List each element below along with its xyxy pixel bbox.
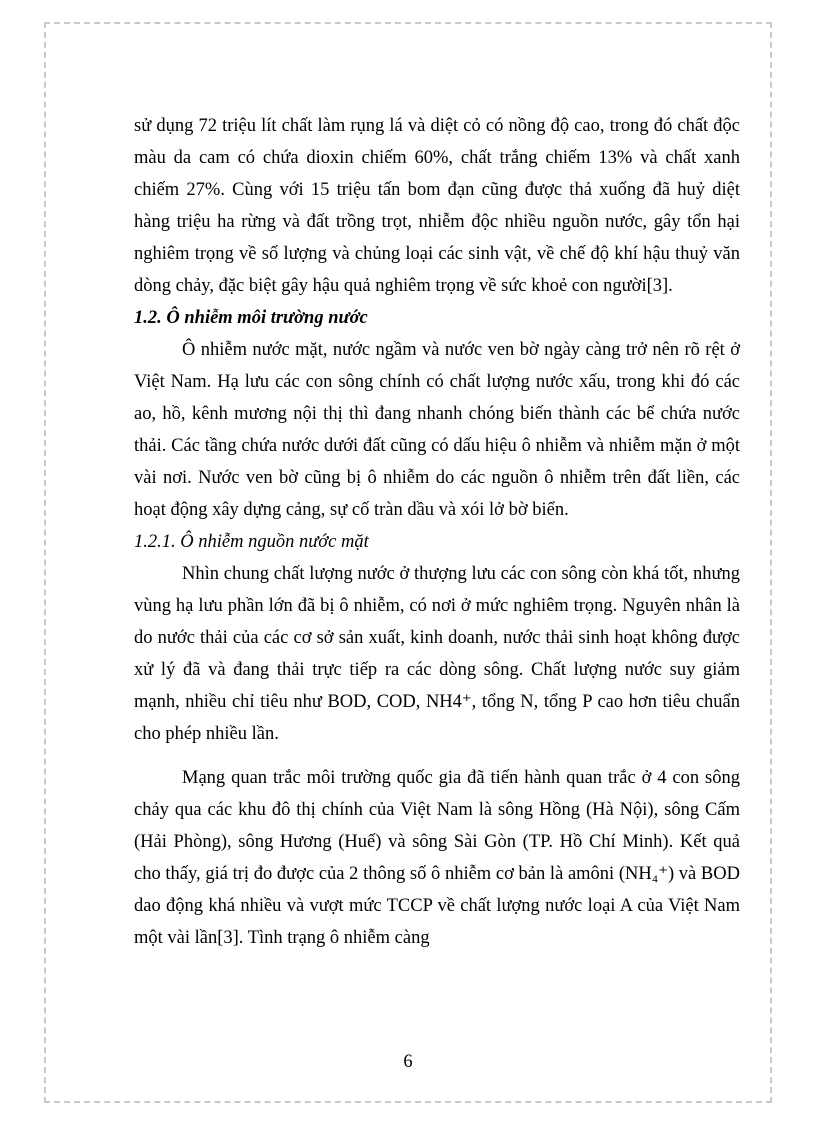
page-border-top [44,22,772,26]
subsection-paragraph-1: Nhìn chung chất lượng nước ở thượng lưu các con sông còn khá tốt, nhưng vùng hạ lưu phần lớn đã bị ô nhiễm, có nơi ở mức nghiêm trọng. Nguyên nhân là do nước thải của các cơ sở sản xuất, kinh doanh, nước thải sinh hoạt không được xử lý đã và đang thải trực tiếp ra các dòng sông. Chất lượng nước suy giảm mạnh, nhiều chỉ tiêu như BOD, COD, NH4⁺, tổng N, tổng P cao hơn tiêu chuẩn cho phép nhiều lần. [134,564,740,744]
paragraph-continued: sử dụng 72 triệu lít chất làm rụng lá và diệt cỏ có nồng độ cao, trong đó chất độc màu da cam có chứa dioxin chiếm 60%, chất trắng chiếm 13% và chất xanh chiếm 27%. Cùng với 15 triệu tấn bom đạn cũng được thả xuống đã huỷ diệt hàng triệu ha rừng và đất trồng trọt, nhiễm độc nhiều nguồn nước, gây tổn hại nghiêm trọng về số lượng và chủng loại các sinh vật, về chế độ khí hậu thuỷ văn dòng chảy, đặc biệt gây hậu quả nghiêm trọng về sức khoẻ con người[3]. [134,116,740,296]
page-border-right [768,22,772,1103]
section-paragraph: Ô nhiễm nước mặt, nước ngầm và nước ven bờ ngày càng trở nên rõ rệt ở Việt Nam. Hạ lưu các con sông chính có chất lượng nước xấu, trong khi đó các ao, hồ, kênh mương nội thị thì đang nhanh chóng biến thành các bể chứa nước thải. Các tầng chứa nước dưới đất cũng có dấu hiệu ô nhiễm và nhiễm mặn ở một vài nơi. Nước ven bờ cũng bị ô nhiễm do các nguồn ô nhiễm trên đất liền, các hoạt động xây dựng cảng, sự cố tràn dầu và xói lở bờ biển. [134,340,740,520]
page-number: 6 [403,1052,413,1072]
section-heading: 1.2. Ô nhiễm môi trường nước [134,308,368,328]
page-border-left [44,22,48,1103]
page-border-bottom [44,1099,772,1103]
subsection-paragraph-2: Mạng quan trắc môi trường quốc gia đã tiến hành quan trắc ở 4 con sông chảy qua các khu đô thị chính của Việt Nam là sông Hồng (Hà Nội), sông Cấm (Hải Phòng), sông Hương (Huế) và sông Sài Gòn (TP. Hồ Chí Minh). Kết quả cho thấy, giá trị đo được của 2 thông số ô nhiễm cơ bản là amôni (NH₄⁺) và BOD dao động khá nhiều và vượt mức TCCP về chất lượng nước loại A của Việt Nam một vài lần[3]. Tình trạng ô nhiễm càng [134,768,740,948]
subsection-heading: 1.2.1. Ô nhiễm nguồn nước mặt [134,532,369,552]
page-content [134,110,740,954]
